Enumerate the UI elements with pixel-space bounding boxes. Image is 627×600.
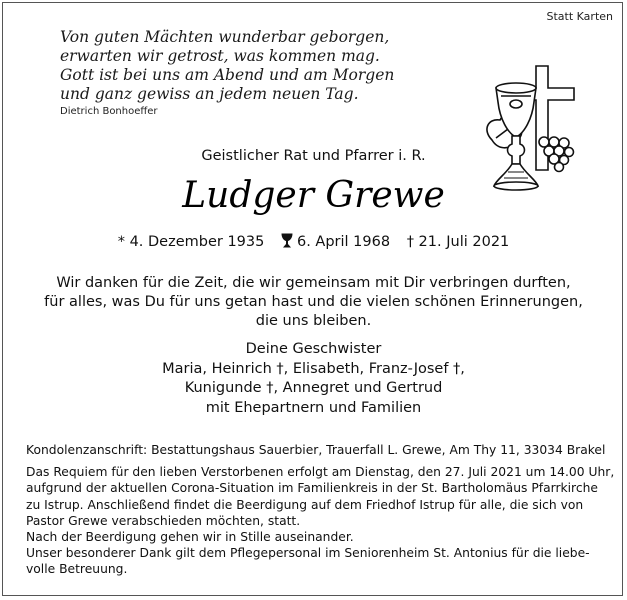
poem-line: Von guten Mächten wunderbar geborgen, — [60, 28, 390, 46]
chalice-icon — [281, 233, 293, 248]
poem-line: Gott ist bei uns am Abend und am Morgen — [60, 66, 395, 84]
life-dates — [0, 233, 627, 250]
requiem-line: Pastor Grewe verabschieden möchten, statt. — [26, 513, 301, 528]
poem-line: und ganz gewiss an jedem neuen Tag. — [60, 85, 359, 103]
thanks-line: die uns bleiben. — [255, 313, 372, 329]
poem-author: Dietrich Bonhoeffer — [60, 106, 158, 117]
poem — [60, 28, 394, 104]
funeral-notice — [26, 442, 615, 578]
thanks-line: für alles, was Du für uns getan hast und die vielen schönen Erinnerungen, — [44, 294, 583, 310]
thanks-text — [0, 274, 627, 331]
requiem-line: aufgrund der aktuellen Corona-Situation im Familienkreis in der St. Bartholomäus Pfarrkirche — [26, 481, 598, 496]
birth-date: * 4. Dezember 1935 — [117, 234, 265, 250]
deceased-name: Ludger Grewe — [182, 175, 445, 216]
requiem-line: Das Requiem für den lieben Verstorbenen erfolgt am Dienstag, den 27. Juli 2021 um 14.00 Uhr, — [26, 465, 615, 480]
deceased-title: Geistlicher Rat und Pfarrer i. R. — [201, 148, 426, 164]
family-line: Kunigunde †, Annegret und Gertrud — [184, 380, 443, 396]
condolence-address: Kondolenzanschrift: Bestattungshaus Sauerbier, Trauerfall L. Grewe, Am Thy 11, 33034 Brakel — [26, 443, 606, 457]
death-date: † 21. Juli 2021 — [406, 234, 510, 250]
statt-karten-label: Statt Karten — [546, 10, 613, 23]
gratitude-line: volle Betreuung. — [26, 562, 128, 577]
family-line: Deine Geschwister — [245, 341, 382, 357]
ordination-date: 6. April 1968 — [296, 234, 391, 250]
thanks-line: Wir danken für die Zeit, die wir gemeinsam mit Dir verbringen durften, — [56, 275, 571, 291]
family-line: Maria, Heinrich †, Elisabeth, Franz-Josef †, — [162, 360, 465, 377]
requiem-line: zu Istrup. Anschließend findet die Beerdigung auf dem Friedhof Istrup für alle, die sich von — [26, 497, 584, 512]
family-line: mit Ehepartnern und Familien — [205, 399, 422, 416]
poem-line: erwarten wir getrost, was kommen mag. — [60, 47, 380, 65]
after-burial-line: Nach der Beerdigung gehen wir in Stille auseinander. — [26, 530, 354, 545]
family-signature — [0, 340, 627, 418]
gratitude-line: Unser besonderer Dank gilt dem Pflegepersonal im Seniorenheim St. Antonius für die liebe- — [26, 546, 590, 561]
